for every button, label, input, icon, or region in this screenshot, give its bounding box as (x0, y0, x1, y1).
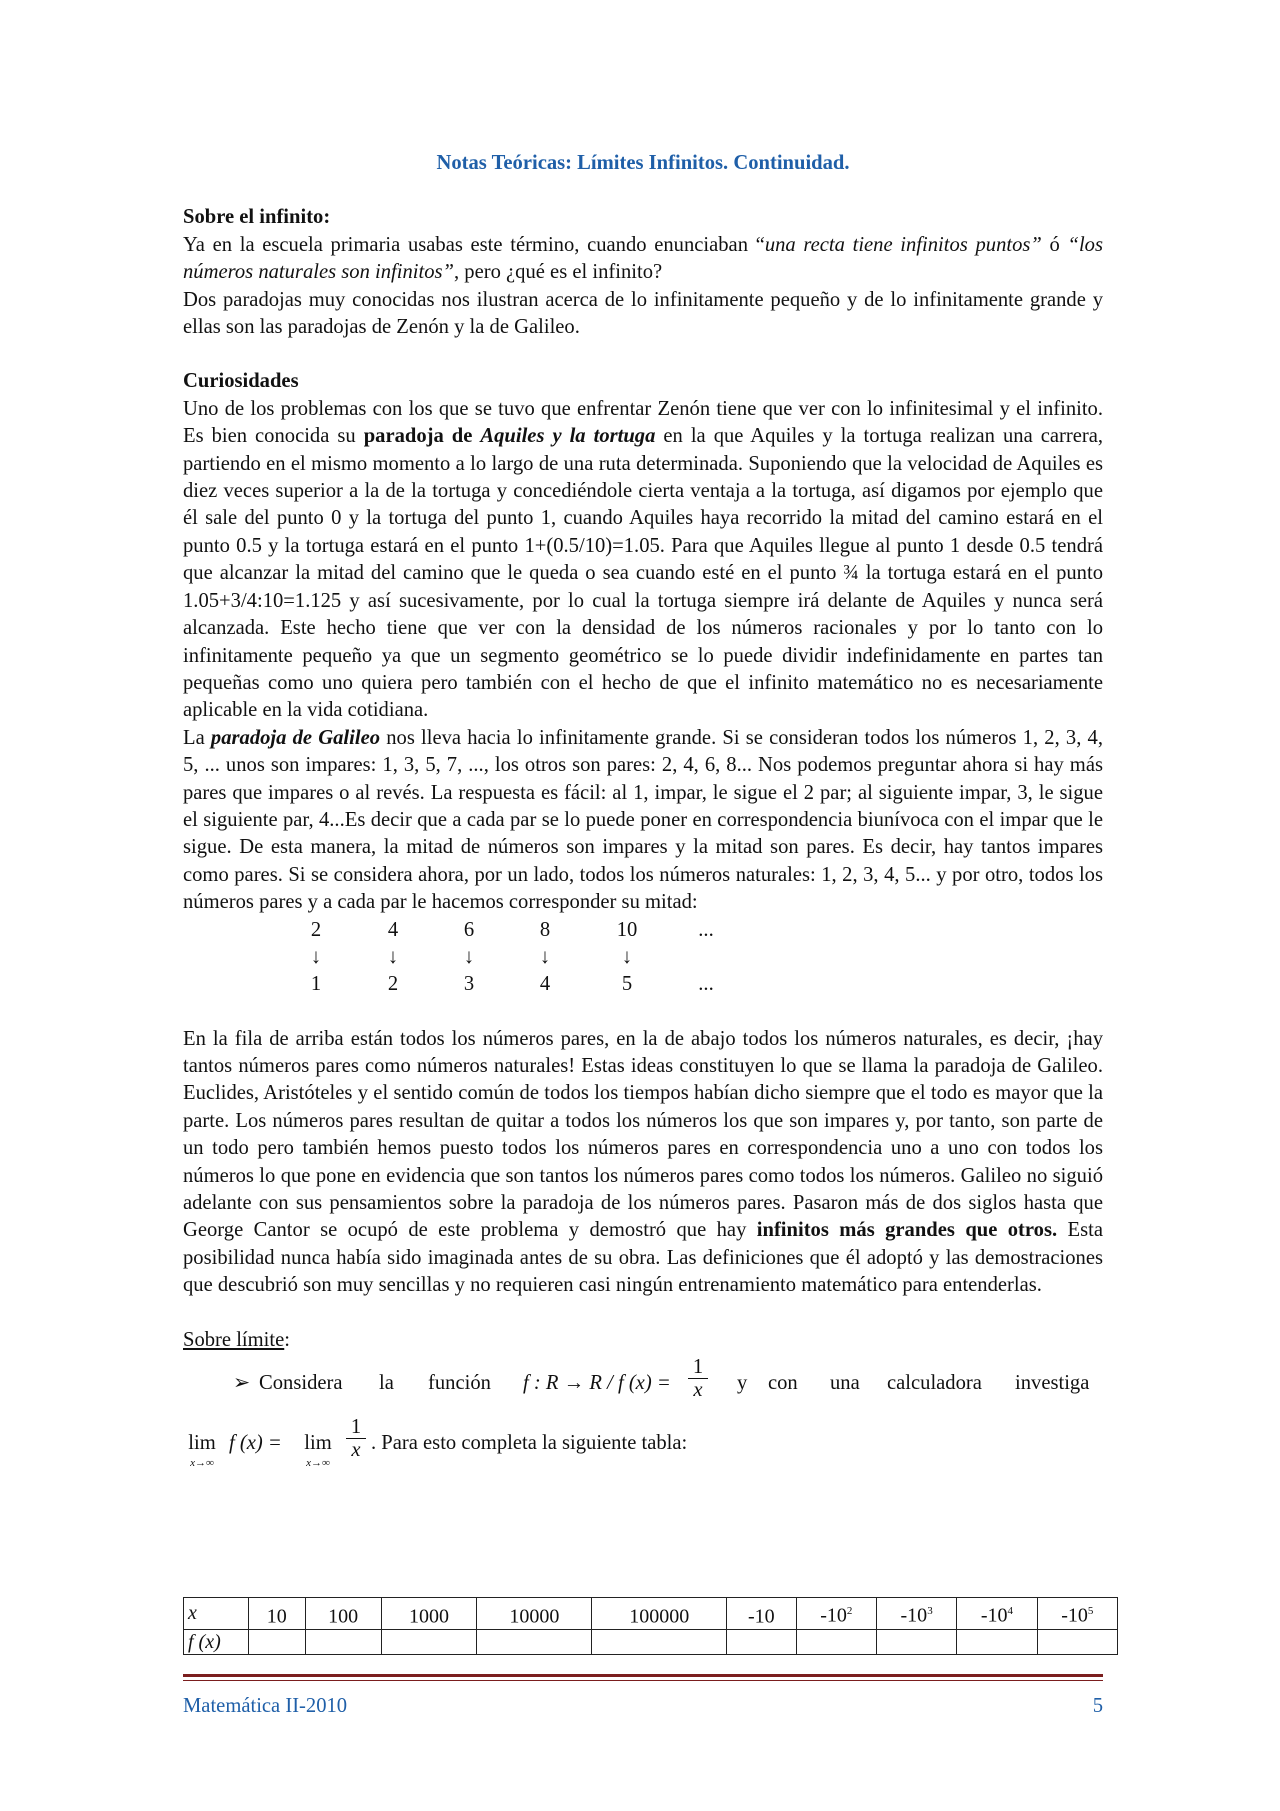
table-cell: 100000 (592, 1598, 727, 1630)
curiosidades-paragraph-3 (183, 1026, 1103, 1300)
bold-term: infinitos más grandes que otros. (756, 1219, 1058, 1242)
colon: : (284, 1328, 290, 1351)
table-empty-cell[interactable] (249, 1629, 306, 1654)
map-cell: 4 (387, 918, 399, 941)
map-cell: 10 (616, 918, 638, 941)
table-empty-cell[interactable] (305, 1629, 381, 1654)
table-empty-cell[interactable] (796, 1629, 876, 1654)
numerator: 1 (688, 1356, 708, 1379)
table-empty-cell[interactable] (592, 1629, 727, 1654)
map-cell: 3 (463, 972, 475, 995)
down-arrow-icon: ↓ (621, 945, 633, 968)
function-definition: f : R → R / f (x) = (523, 1372, 671, 1395)
table-cell: 10 (249, 1598, 306, 1630)
table-header-fx: f (x) (184, 1629, 249, 1654)
text: nos lleva hacia lo infinitamente grande. Si se consideran todos los números 1, 2, 3, 4, 5, ... unos son impares: 1, 3, 5, 7, ..., los otros son pares: 2, 4, 6, 8... Nos podemos preguntar ahora si hay más pares que impares o al revés. La respuesta es fácil: al 1, impar, le sigue el 2 par; al siguiente impar, 3, le sigue el siguiente par, 4...Es decir que a cada par se lo puede poner en correspondencia biunívoca con el impar que le sigue. De esta manera, la mitad de números son impares y la mitad son pares. Es decir, hay tantos impares como pares. Si se considera ahora, por un lado, todos los números naturales: 1, 2, 3, 4, 5... y por otro, todos los números pares y a cada par le hacemos corresponder su mitad: (183, 726, 1103, 914)
text: En la fila de arriba están todos los números pares, en la de abajo todos los números naturales, es decir, ¡hay tantos números pares como números naturales! Estas ideas constituyen lo que se llama la paradoja de Galileo. Euclides, Aristóteles y el sentido común de todos los tiempos habían dicho siempre que el todo es mayor que la parte. Los números pares resultan de quitar a todos los números los que son impares y, por tanto, son parte de un todo pero también hemos puesto todos los números pares en correspondencia uno a uno con todos los números lo que pone en evidencia que son tantos los números pares como todos los números. Galileo no siguió adelante con sus pensamientos sobre la paradoja de los números pares. Pasaron más de dos siglos hasta que George Cantor se ocupó de este problema y demostró que hay (183, 1027, 1103, 1242)
bold-term: paradoja de (363, 425, 481, 448)
table-row-fx (184, 1629, 1118, 1654)
fx-expression: f (x) = (229, 1432, 282, 1455)
infinito-heading: Sobre el infinito: (183, 206, 331, 229)
text: Ya en la escuela primaria usabas este término, cuando enunciaban “ (183, 233, 765, 256)
word: función (428, 1372, 491, 1395)
text: Esta posibilidad nunca había sido imaginada antes de su obra. Las definiciones que él adoptó y las demostraciones que descubrió son muy sencillas y no requieren casi ningún entrenamiento matemático para entenderlas. (183, 1219, 1104, 1297)
lim-subscript: x→∞ (306, 1457, 330, 1470)
table-cell: 10000 (477, 1598, 592, 1630)
values-table (183, 1597, 1118, 1655)
word: investiga (1015, 1372, 1090, 1395)
table-empty-cell[interactable] (876, 1629, 956, 1654)
map-cell: 1 (310, 972, 322, 995)
numerator: 1 (346, 1416, 366, 1439)
infinito-paragraph-1 (183, 232, 1103, 287)
table-cell: $-10^2$ (796, 1598, 876, 1630)
lim-right (299, 1430, 337, 1469)
table-row-x (184, 1598, 1118, 1630)
map-cell: 4 (539, 972, 551, 995)
map-cell: ... (698, 918, 714, 941)
table-cell: $-10^4$ (957, 1598, 1037, 1630)
down-arrow-icon: ↓ (539, 945, 551, 968)
table-header-x: x (184, 1598, 249, 1630)
bold-italic-term: Aquiles y la tortuga (480, 425, 656, 448)
footer-rule-thin (183, 1680, 1103, 1681)
denominator: x (693, 1379, 703, 1402)
map-cell: ... (698, 972, 714, 995)
word: una (830, 1372, 860, 1395)
footer-course: Matemática II-2010 (183, 1695, 348, 1717)
curiosidades-paragraph-2 (183, 725, 1103, 917)
bold-italic-term: paradoja de Galileo (210, 726, 381, 749)
text: ó (1041, 233, 1068, 256)
limite-heading (183, 1327, 1103, 1354)
bullet-arrow-icon: ➢ (233, 1372, 251, 1395)
table-empty-cell[interactable] (381, 1629, 477, 1654)
table-cell: 100 (305, 1598, 381, 1630)
correspondence-map (183, 917, 1103, 999)
table-empty-cell[interactable] (477, 1629, 592, 1654)
curiosidades-paragraph-1 (183, 396, 1103, 725)
text: en la que Aquiles y la tortuga realizan una carrera, partiendo en el mismo momento a lo largo de una ruta determinada. Suponiendo que la velocidad de Aquiles es diez veces superior a la de la tortuga y concediéndole cierta ventaja a la tortuga, así digamos por ejemplo que él sale del punto 0 y la tortuga del punto 1, cuando Aquiles haya recorrido la mitad del camino estará en el punto 0.5 y la tortuga estará en el punto 1+(0.5/10)=1.05. Para que Aquiles llegue al punto 1 desde 0.5 tendrá que alcanzar la mitad del camino que le queda o sea cuando esté en el punto ¾ la tortuga estará en el punto 1.05+3/4:10=1.125 y así sucesivamente, por lo cual la tortuga siempre irá delante de Aquiles y nunca será alcanzada. Este hecho tiene que ver con la densidad de los números racionales y por lo tanto con lo infinitamente pequeño ya que un segmento geométrico se lo puede dividir indefinidamente en partes tan pequeñas como uno quiera pero también con el hecho de que el infinito matemático no es necesariamente aplicable en la vida cotidiana. (183, 425, 1103, 722)
word: Considera (259, 1372, 343, 1395)
word: la (379, 1372, 394, 1395)
table-cell: $-10^5$ (1037, 1598, 1117, 1630)
instruction-tail: . Para esto completa la siguiente tabla: (371, 1432, 688, 1455)
quote-1: una recta tiene infinitos puntos” (764, 233, 1042, 256)
page-number: 5 (1092, 1695, 1103, 1717)
down-arrow-icon: ↓ (463, 945, 475, 968)
word: con (768, 1372, 798, 1395)
map-cell: 6 (463, 918, 475, 941)
word: calculadora (887, 1372, 982, 1395)
table-empty-cell[interactable] (1037, 1629, 1117, 1654)
down-arrow-icon: ↓ (387, 945, 399, 968)
curiosidades-heading: Curiosidades (183, 370, 299, 393)
fraction-1-over-x (346, 1416, 366, 1461)
exercise-bullet (183, 1356, 1103, 1412)
down-arrow-icon: ↓ (310, 945, 322, 968)
table-empty-cell[interactable] (957, 1629, 1037, 1654)
limite-heading-text: Sobre límite (183, 1328, 285, 1351)
text: La (183, 726, 211, 749)
infinito-paragraph-2: Dos paradojas muy conocidas nos ilustran acerca de lo infinitamente pequeño y de lo infinitamente grande y ellas son las paradojas de Zenón y la de Galileo. (183, 288, 1103, 339)
table-cell: 1000 (381, 1598, 477, 1630)
lim-subscript: x→∞ (190, 1457, 214, 1470)
word: y (737, 1372, 748, 1395)
map-cell: 5 (621, 972, 633, 995)
limit-expression (183, 1416, 1103, 1480)
lim-word: lim (304, 1432, 332, 1455)
quote-2: “los números naturales son infinitos” (183, 233, 1103, 284)
map-cell: 2 (387, 972, 399, 995)
lim-word: lim (188, 1432, 216, 1455)
table-cell: -10 (727, 1598, 797, 1630)
table-empty-cell[interactable] (727, 1629, 797, 1654)
document-page (183, 150, 1103, 1480)
map-cell: 2 (310, 918, 322, 941)
map-top-row (183, 917, 1103, 944)
lim-left (183, 1430, 221, 1469)
map-bottom-row (183, 971, 1103, 998)
denominator: x (351, 1439, 361, 1462)
table-cell: $-10^3$ (876, 1598, 956, 1630)
footer-rule-thick (183, 1674, 1103, 1677)
text: , pero ¿qué es el infinito? (454, 261, 663, 284)
map-cell: 8 (539, 918, 551, 941)
fraction-1-over-x (688, 1356, 708, 1401)
map-arrow-row (183, 944, 1103, 971)
page-title: Notas Teóricas: Límites Infinitos. Continuidad. (436, 152, 850, 174)
text: Uno de los problemas con los que se tuvo que enfrentar Zenón tiene que ver con lo infinitesimal y el infinito. Es bien conocida su (183, 397, 1103, 448)
